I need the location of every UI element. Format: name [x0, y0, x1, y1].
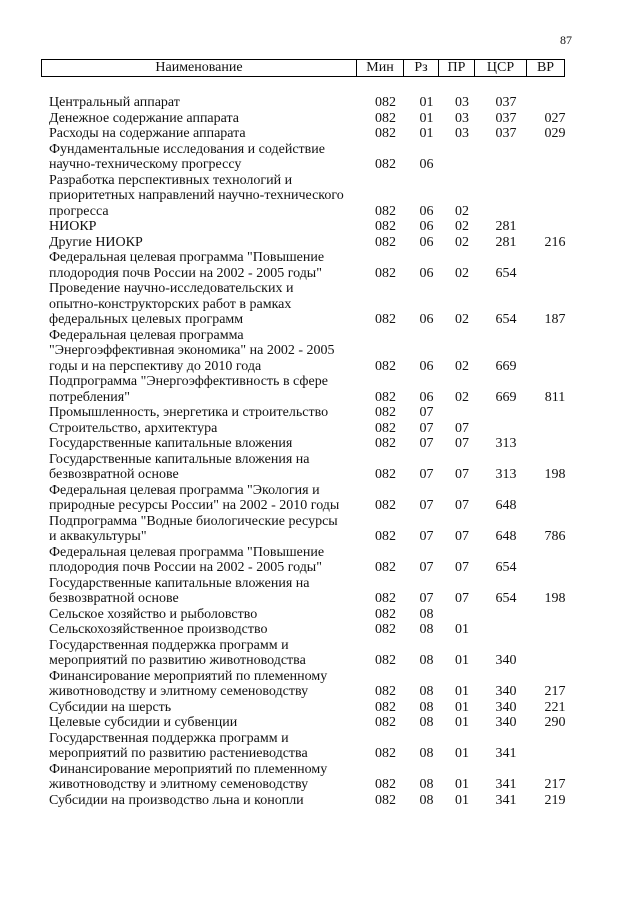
row-rz: 06 — [419, 157, 434, 172]
table-row — [0, 328, 640, 375]
row-name: Подпрограмма "Водные биологические ресурсы и аквакультуры" — [49, 513, 338, 544]
row-csr: 281 — [495, 234, 517, 250]
row-pr: 03 — [455, 126, 469, 141]
row-min: 082 — [375, 529, 396, 544]
row-rz: 01 — [419, 110, 434, 126]
row-pr: 07 — [455, 436, 469, 451]
row-name: Денежное содержание аппарата — [49, 110, 240, 126]
row-rz: 07 — [419, 420, 434, 436]
row-name: Проведение научно-исследовательских и опытно-конструкторских работ в рамках федеральных целевых программ — [49, 281, 294, 327]
row-rz: 01 — [419, 95, 434, 110]
row-pr: 02 — [455, 389, 469, 405]
row-pr: 02 — [455, 265, 469, 281]
row-rz: 07 — [419, 467, 434, 482]
row-vr: 198 — [544, 591, 566, 606]
row-name: Фундаментальные исследования и содействие научно-техническому прогрессу — [49, 141, 325, 172]
row-name: Подпрограмма "Энергоэффективность в сфере потребления" — [49, 374, 328, 405]
column-header-rz: Рз — [404, 60, 439, 76]
row-pr: 01 — [455, 792, 469, 808]
table-row — [0, 436, 640, 452]
row-csr: 341 — [495, 777, 517, 792]
table-row — [0, 715, 640, 731]
row-name: Центральный аппарат — [49, 95, 180, 110]
row-pr: 01 — [455, 653, 469, 668]
row-vr: 198 — [544, 467, 566, 482]
column-header-name: Наименование — [42, 60, 357, 76]
table-row — [0, 576, 640, 607]
table-row — [0, 762, 640, 793]
row-vr: 219 — [544, 792, 566, 808]
row-rz: 08 — [419, 715, 434, 730]
row-rz: 07 — [419, 405, 434, 420]
row-name: Сельское хозяйство и рыболовство — [49, 606, 258, 622]
row-min: 082 — [375, 436, 396, 451]
row-pr: 07 — [455, 560, 469, 575]
row-csr: 281 — [495, 219, 517, 234]
row-rz: 07 — [419, 436, 434, 451]
row-name: Строительство, архитектура — [49, 420, 218, 436]
table-header — [41, 59, 565, 77]
table-row — [0, 235, 640, 251]
row-csr: 340 — [495, 699, 517, 715]
row-min: 082 — [375, 699, 396, 715]
row-name: Государственная поддержка программ и мероприятий по развитию растениеводства — [49, 730, 308, 761]
row-csr: 669 — [495, 358, 517, 374]
row-rz: 06 — [419, 389, 434, 405]
row-name: Федеральная целевая программа "Экология и природные ресурсы России" на 2002 - 2010 годы — [49, 482, 340, 513]
row-csr: 648 — [495, 529, 517, 544]
row-pr: 01 — [455, 684, 469, 699]
row-vr: 027 — [544, 110, 566, 126]
row-min: 082 — [375, 405, 396, 420]
row-name: Государственные капитальные вложения на безвозвратной основе — [49, 575, 310, 606]
row-rz: 06 — [419, 203, 434, 219]
column-header-pr: ПР — [439, 60, 475, 76]
table-row — [0, 111, 640, 127]
row-rz: 07 — [419, 529, 434, 544]
row-name: Другие НИОКР — [49, 234, 143, 250]
row-csr: 037 — [495, 126, 517, 141]
row-min: 082 — [375, 777, 396, 792]
row-csr: 341 — [495, 746, 517, 761]
row-rz: 01 — [419, 126, 434, 141]
row-pr: 07 — [455, 591, 469, 606]
row-min: 082 — [375, 591, 396, 606]
table-row — [0, 374, 640, 405]
row-min: 082 — [375, 389, 396, 405]
row-csr: 654 — [495, 312, 517, 327]
row-rz: 08 — [419, 606, 434, 622]
row-pr: 07 — [455, 529, 469, 544]
row-csr: 654 — [495, 591, 517, 606]
row-min: 082 — [375, 203, 396, 219]
row-rz: 07 — [419, 560, 434, 575]
row-name: Федеральная целевая программа "Повышение плодородия почв России на 2002 - 2005 годы" — [49, 544, 325, 575]
table-row — [0, 638, 640, 669]
row-rz: 08 — [419, 684, 434, 699]
row-csr: 313 — [495, 467, 517, 482]
row-pr: 07 — [455, 420, 469, 436]
row-name: Государственная поддержка программ и мероприятий по развитию животноводства — [49, 637, 306, 668]
row-min: 082 — [375, 126, 396, 141]
row-min: 082 — [375, 265, 396, 281]
table-row — [0, 173, 640, 220]
table-row — [0, 281, 640, 328]
table-row — [0, 250, 640, 281]
row-rz: 06 — [419, 219, 434, 234]
table-row — [0, 219, 640, 235]
table-row — [0, 669, 640, 700]
row-csr: 037 — [495, 95, 517, 110]
row-name: Федеральная целевая программа "Энергоэффективная экономика" на 2002 - 2005 годы и на перспективу до 2010 года — [49, 327, 335, 374]
row-pr: 01 — [455, 622, 469, 637]
row-pr: 02 — [455, 312, 469, 327]
row-csr: 340 — [495, 684, 517, 699]
row-rz: 08 — [419, 746, 434, 761]
table-row — [0, 700, 640, 716]
row-pr: 01 — [455, 777, 469, 792]
row-csr: 313 — [495, 436, 517, 451]
row-rz: 06 — [419, 358, 434, 374]
row-name: Субсидии на производство льна и конопли — [49, 792, 304, 808]
row-name: Расходы на содержание аппарата — [49, 126, 246, 141]
column-header-csr: ЦСР — [475, 60, 527, 76]
row-min: 082 — [375, 560, 396, 575]
row-rz: 06 — [419, 234, 434, 250]
row-vr: 216 — [544, 234, 566, 250]
row-rz: 08 — [419, 699, 434, 715]
row-min: 082 — [375, 110, 396, 126]
row-pr: 01 — [455, 715, 469, 730]
table-row — [0, 793, 640, 809]
row-rz: 07 — [419, 498, 434, 513]
row-csr: 340 — [495, 715, 517, 730]
row-rz: 07 — [419, 591, 434, 606]
row-name: Финансирование мероприятий по племенному животноводству и элитному семеноводству — [49, 668, 328, 699]
row-pr: 02 — [455, 234, 469, 250]
table-row — [0, 405, 640, 421]
row-pr: 03 — [455, 110, 469, 126]
page-number: 87 — [560, 33, 572, 47]
row-pr: 02 — [455, 203, 469, 219]
row-rz: 08 — [419, 777, 434, 792]
row-min: 082 — [375, 420, 396, 436]
row-name: Финансирование мероприятий по племенному животноводству и элитному семеноводству — [49, 761, 328, 792]
table-row — [0, 483, 640, 514]
table-row — [0, 545, 640, 576]
row-csr: 340 — [495, 653, 517, 668]
row-csr: 654 — [495, 560, 517, 575]
row-name: Государственные капитальные вложения — [49, 436, 293, 451]
table-row — [0, 514, 640, 545]
row-pr: 03 — [455, 95, 469, 110]
column-header-vr: ВР — [536, 60, 555, 75]
row-min: 082 — [375, 746, 396, 761]
row-rz: 06 — [419, 265, 434, 281]
row-pr: 07 — [455, 498, 469, 513]
table-row — [0, 142, 640, 173]
table-row — [0, 126, 640, 142]
row-min: 082 — [375, 234, 396, 250]
table-row — [0, 607, 640, 623]
row-pr: 02 — [455, 219, 469, 234]
row-rz: 06 — [419, 312, 434, 327]
row-min: 082 — [375, 622, 396, 637]
row-name: Субсидии на шерсть — [49, 699, 172, 715]
row-min: 082 — [375, 312, 396, 327]
row-name: Промышленность, энергетика и строительство — [49, 405, 329, 420]
row-vr: 221 — [544, 699, 566, 715]
table-body — [0, 95, 640, 808]
row-pr: 01 — [455, 699, 469, 715]
row-csr: 648 — [495, 498, 517, 513]
row-vr: 217 — [544, 777, 566, 792]
table-row — [0, 452, 640, 483]
row-vr: 290 — [544, 715, 566, 730]
row-min: 082 — [375, 467, 396, 482]
table-row — [0, 421, 640, 437]
row-pr: 02 — [455, 358, 469, 374]
row-csr: 037 — [495, 110, 517, 126]
row-vr: 217 — [544, 684, 566, 699]
column-header-min: Мин — [357, 60, 404, 76]
row-min: 082 — [375, 684, 396, 699]
table-row — [0, 95, 640, 111]
table-row — [0, 731, 640, 762]
row-vr: 029 — [544, 126, 566, 141]
row-csr: 669 — [495, 389, 517, 405]
row-name: Федеральная целевая программа "Повышение плодородия почв России на 2002 - 2005 годы" — [49, 250, 325, 281]
row-name: Сельскохозяйственное производство — [49, 622, 268, 637]
row-rz: 08 — [419, 792, 434, 808]
row-csr: 654 — [495, 265, 517, 281]
table-row — [0, 622, 640, 638]
row-min: 082 — [375, 358, 396, 374]
row-vr: 187 — [544, 312, 566, 327]
row-pr: 01 — [455, 746, 469, 761]
row-csr: 341 — [495, 792, 517, 808]
row-pr: 07 — [455, 467, 469, 482]
row-vr: 811 — [544, 389, 566, 405]
row-min: 082 — [375, 792, 396, 808]
row-min: 082 — [375, 95, 396, 110]
row-name: Целевые субсидии и субвенции — [49, 715, 238, 730]
row-vr: 786 — [544, 529, 566, 544]
row-min: 082 — [375, 498, 396, 513]
row-rz: 08 — [419, 653, 434, 668]
row-min: 082 — [375, 715, 396, 730]
row-min: 082 — [375, 606, 396, 622]
row-min: 082 — [375, 653, 396, 668]
row-name: НИОКР — [49, 219, 97, 234]
row-name: Разработка перспективных технологий и приоритетных направлений научно-технического прогресса — [49, 172, 344, 219]
row-name: Государственные капитальные вложения на безвозвратной основе — [49, 451, 310, 482]
row-min: 082 — [375, 157, 396, 172]
row-rz: 08 — [419, 622, 434, 637]
row-min: 082 — [375, 219, 396, 234]
